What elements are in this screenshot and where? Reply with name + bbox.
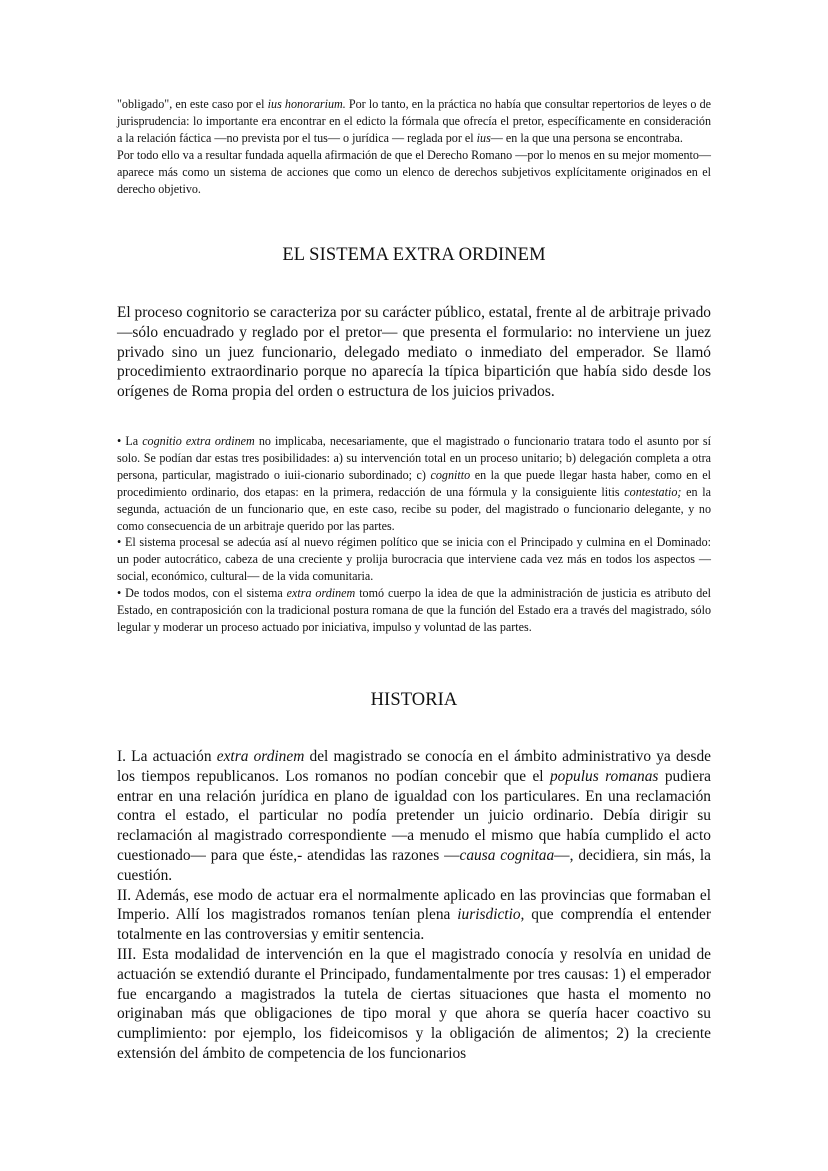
- italic-run: cognitto: [430, 467, 471, 482]
- text-run: — en la que una persona se encontraba.: [490, 131, 683, 145]
- italic-run: ius: [476, 131, 491, 145]
- bullet-item-3: [117, 585, 711, 636]
- text-run: "obligado", en este caso por el: [117, 97, 268, 111]
- text-run: en la que puede llegar hasta haber, como en el procedimiento ordinario, dos etapas: en la primera, redacción de una fórmula y la consiguiente litis: [117, 467, 711, 499]
- text-run: La: [121, 434, 143, 448]
- paragraph-text: El proceso cognitorio se caracteriza por su carácter público, estatal, frente al de arbitraje privado —sólo encuadrado y reglado por el pretor— que presenta el formulario: no interviene un juez privado sino un juez funcionario, delegado mediato o inmediato del emperador. Se llamó procedimiento extraordinario porque no aparecía la típica bipartición que había sido desde los orígenes de Roma propia del orden o estructura de los juicios privados.: [117, 304, 711, 401]
- italic-run: causa cognitaa: [459, 846, 555, 864]
- text-run: De todos modos, con el sistema: [121, 586, 287, 601]
- intro-paragraph-1: [117, 96, 711, 147]
- italic-run: contestatio;: [624, 484, 682, 499]
- bullet-icon: •: [117, 535, 122, 550]
- text-run: II. Además, ese modo de actuar era el normalmente aplicado en las provincias que formaban el Imperio. Allí los magistrados romanos tenían plena: [117, 886, 711, 924]
- section-heading-extra-ordinem: EL SISTEMA EXTRA ORDINEM: [282, 245, 546, 265]
- historia-paragraph-1: [117, 747, 711, 886]
- text-run: que comprendía el entender totalmente en las controversias y emitir sentencia.: [117, 906, 711, 944]
- text-run: El sistema procesal se adecúa así al nuevo régimen político que se inicia con el Principado y culmina en el Dominado: un poder autocrático, cabeza de una creciente y prolija burocracia que interviene cada vez más en todos los aspectos —social, económico, cultural— de la vida comunitaria.: [117, 535, 711, 584]
- section1-paragraph: [117, 303, 711, 402]
- italic-run: extra ordinem: [286, 586, 356, 601]
- text-run: tomó cuerpo la idea de que la administración de justicia es atributo del Estado, en contraposición con la tradicional postura romana de que la función del Estado era a través del magistrado, sólo legular y moderar un proceso actuado por iniciativa, impulso y voluntad de las partes.: [117, 586, 712, 634]
- section-heading-historia: HISTORIA: [370, 690, 458, 710]
- text-run: I. La actuación: [117, 748, 217, 765]
- text-run: pudiera entrar en una relación jurídica en plano de igualdad con los particulares. En una reclamación contra el estado, el particular no podía pretender un juicio ordinario. Debía dirigir su reclamación al magistrado correspondiente —a menudo el mismo que había cumplido el acto cuestionado— para que éste,- atendidas las razones —: [117, 767, 711, 864]
- historia-block: [117, 747, 711, 1064]
- text-run: del magistrado se conocía en el ámbito administrativo ya desde los tiempos republicanos. Los romanos no podían concebir que el: [117, 748, 711, 785]
- italic-run: ius honorarium.: [267, 97, 346, 111]
- historia-paragraph-2: [117, 886, 711, 945]
- text-run: en la segunda, actuación de un funcionario que, en este caso, recibe su poder, del magistrado o funcionario delegante, y no como consecuencia de un arbitraje querido por las partes.: [117, 484, 711, 533]
- italic-run: iurisdictio,: [457, 906, 525, 924]
- bullet-icon: •: [117, 586, 122, 601]
- bullet-item-1: [117, 433, 711, 534]
- text-run: no implicaba, necesariamente, que el magistrado o funcionario tratara todo el asunto por sí solo. Se podían dar estas tres posibilidades: a) su intervención total en un proceso unitario; b) delegación completa a otra persona, particular, magistrado o iuii-cionario subordinado; c): [117, 434, 711, 482]
- text-run: —, decidiera, sin más, la cuestión.: [117, 846, 711, 884]
- bullet-item-2: [117, 534, 711, 585]
- bullet-icon: •: [117, 434, 122, 448]
- historia-paragraph-3: III. Esta modalidad de intervención en la que el magistrado conocía y resolvía en unidad de actuación se extendió durante el Principado, fundamentalmente por tres causas: 1) el emperador fue encargando a magistrados la tutela de ciertas situaciones que hasta el momento no originaban más que obligaciones de tipo moral y que ahora se quería hacer coactivo su cumplimiento: por ejemplo, los fideicomisos y la obligación de alimentos; 2) la creciente extensión del ámbito de competencia de los funcionarios: [117, 945, 711, 1062]
- intro-block: [117, 96, 711, 198]
- bullet-list: [117, 433, 711, 636]
- intro-paragraph-2: Por todo ello va a resultar fundada aquella afirmación de que el Derecho Romano —por lo menos en su mejor momento— aparece más como un sistema de acciones que como un elenco de derechos subjetivos explícitamente originados en el derecho objetivo.: [117, 148, 711, 196]
- italic-run: populus romanas: [549, 767, 659, 785]
- text-run: Por lo tanto, en la práctica no había que consultar repertorios de leyes o de jurisprudencia: lo importante era encontrar en el edicto la fórmala que ofrecía el pretor, específicamente en consideración a la relación fáctica —no prevista por el tus— o jurídica — reglada por el: [117, 97, 711, 145]
- italic-run: cognitio extra ordinem: [142, 434, 255, 448]
- italic-run: extra ordinem: [216, 748, 305, 765]
